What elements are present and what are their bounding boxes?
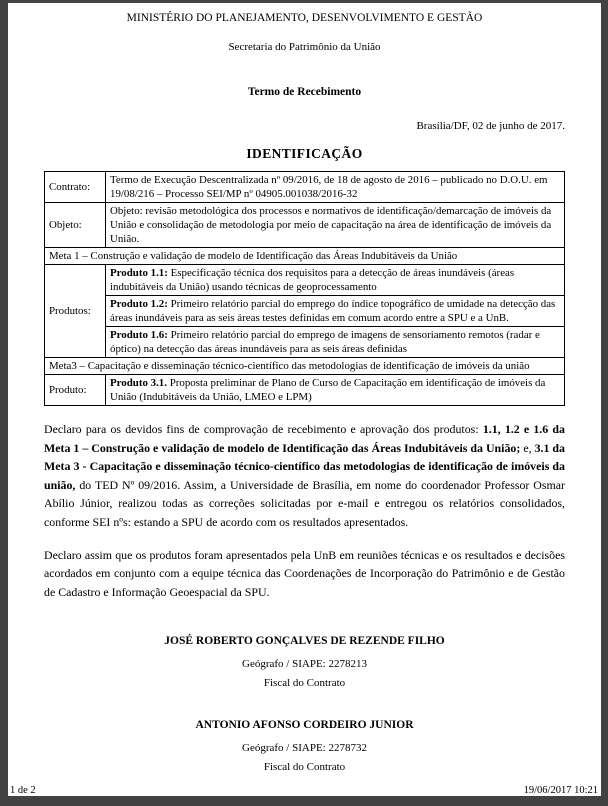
document-content — [8, 3, 601, 773]
objeto-value: Objeto: revisão metodológica dos processos e normativos de identificação/demarcação de imóveis da União e consolidação de metodologia por meio de capacitação na área de identificação de imóveis da União. — [106, 203, 565, 248]
produto-1-2-number: Produto 1.2: — [110, 298, 168, 310]
meta3-text: Meta3 – Capacitação e disseminação técnico-científico das metodologias de identificação de imóveis da união — [45, 358, 565, 375]
signature-2-role: Geógrafo / SIAPE: 2278732 — [242, 742, 367, 755]
produto-3-1-value — [106, 375, 565, 406]
produto-1-2-value — [106, 296, 565, 327]
identification-table — [44, 171, 565, 406]
secretariat-subheader: Secretaria do Patrimônio da União — [228, 41, 381, 53]
ministry-header: MINISTÉRIO DO PLANEJAMENTO, DESENVOLVIMENTO E GESTÃO — [126, 12, 483, 24]
identification-heading: IDENTIFICAÇÃO — [246, 146, 363, 161]
produto-1-1-text: Especificação técnica dos requisitos para a detecção de áreas inundáveis (áreas indubitáveis da União) usando técnicas de geoprocessamento — [110, 267, 515, 293]
meta1-text: Meta 1 – Construção e validação de modelo de Identificação das Áreas Indubitáveis da União — [45, 248, 565, 265]
declaration1-seg3: e, — [520, 440, 535, 455]
declaration1-seg1: Declaro para os devidos fins de comprovação de recebimento e aprovação dos produtos: — [44, 422, 483, 436]
signature-1-role: Geógrafo / SIAPE: 2278213 — [242, 658, 367, 671]
produto-3-1-text: Proposta preliminar de Plano de Curso de Capacitação em identificação de imóveis da União (Indubitáveis da União, LMEO e LPM) — [110, 377, 546, 403]
produto-label: Produto: — [45, 375, 106, 406]
produto-1-6-value — [106, 327, 565, 358]
declaration1-seg4-bold: 3.1 da Meta 3 - Capacitação e disseminação técnico-científico das metodologias de identificação de imóveis da união, — [44, 440, 565, 492]
table-row-produto-1-6 — [45, 327, 565, 358]
print-timestamp: 19/06/2017 10:21 — [523, 785, 598, 796]
contrato-value: Termo de Execução Descentralizada nº 09/2016, de 18 de agosto de 2016 – publicado no D.O.U. em 19/08/216 – Processo SEI/MP nº 04905.001038/2016-32 — [106, 172, 565, 203]
produto-1-6-text: Primeiro relatório parcial do emprego de imagens de sensoriamento remotos (radar e óptico) na detecção das áreas inundáveis para as seis áreas definidas — [110, 329, 540, 355]
produtos-label: Produtos: — [45, 265, 106, 358]
declaration-paragraph-1 — [44, 420, 565, 532]
contrato-label: Contrato: — [45, 172, 106, 203]
produto-3-1-number: Produto 3.1. — [110, 377, 167, 389]
table-row-objeto — [45, 203, 565, 248]
declaration-paragraph-2: Declaro assim que os produtos foram apresentados pela UnB em reuniões técnicas e os resultados e decisões acordados em conjunto com a equipe técnica das Coordenações de Incorporação do Patrimônio e de Gestão de Cadastro e Informação Geoespacial da SPU. — [44, 547, 565, 599]
page-number-indicator: 1 de 2 — [10, 785, 36, 796]
signature-2-function: Fiscal do Contrato — [263, 761, 346, 774]
table-row-meta3 — [45, 358, 565, 375]
document-title: Termo de Recebimento — [247, 86, 362, 98]
document-page — [8, 3, 601, 796]
produto-1-6-number: Produto 1.6: — [110, 329, 168, 341]
produto-1-1-number: Produto 1.1: — [110, 267, 168, 279]
produto-1-1-value — [106, 265, 565, 296]
declaration1-seg5: do TED Nº 09/2016. Assim, a Universidade de Brasília, em nome do coordenador Professor Osmar Abílio Júnior, realizou todas as correções solicitadas por e-mail e entregou os relatórios consolidados, conforme SEI nºs: estando a SPU de acordo com os resultados apresentados. — [44, 477, 565, 529]
objeto-label: Objeto: — [45, 203, 106, 248]
table-row-contrato — [45, 172, 565, 203]
table-row-produto-1-1 — [45, 265, 565, 296]
signature-1-name: JOSÉ ROBERTO GONÇALVES DE REZENDE FILHO — [164, 635, 445, 648]
table-row-produto-3-1 — [45, 375, 565, 406]
declaration1-seg2-bold: 1.1, 1.2 e 1.6 da Meta 1 – Construção e validação de modelo de Identificação das Áreas Indubitáveis da União; — [44, 422, 565, 455]
table-row-produto-1-2 — [45, 296, 565, 327]
table-row-meta1 — [45, 248, 565, 265]
signature-1-function: Fiscal do Contrato — [263, 677, 346, 690]
produto-1-2-text: Primeiro relatório parcial do emprego do índice topográfico de umidade na detecção das áreas inundáveis para as seis áreas testes definidas em comum acordo entre a SPU e a UnB. — [110, 298, 556, 324]
dateline: Brasília/DF, 02 de junho de 2017. — [416, 120, 565, 132]
signature-2-name: ANTONIO AFONSO CORDEIRO JUNIOR — [195, 719, 414, 732]
